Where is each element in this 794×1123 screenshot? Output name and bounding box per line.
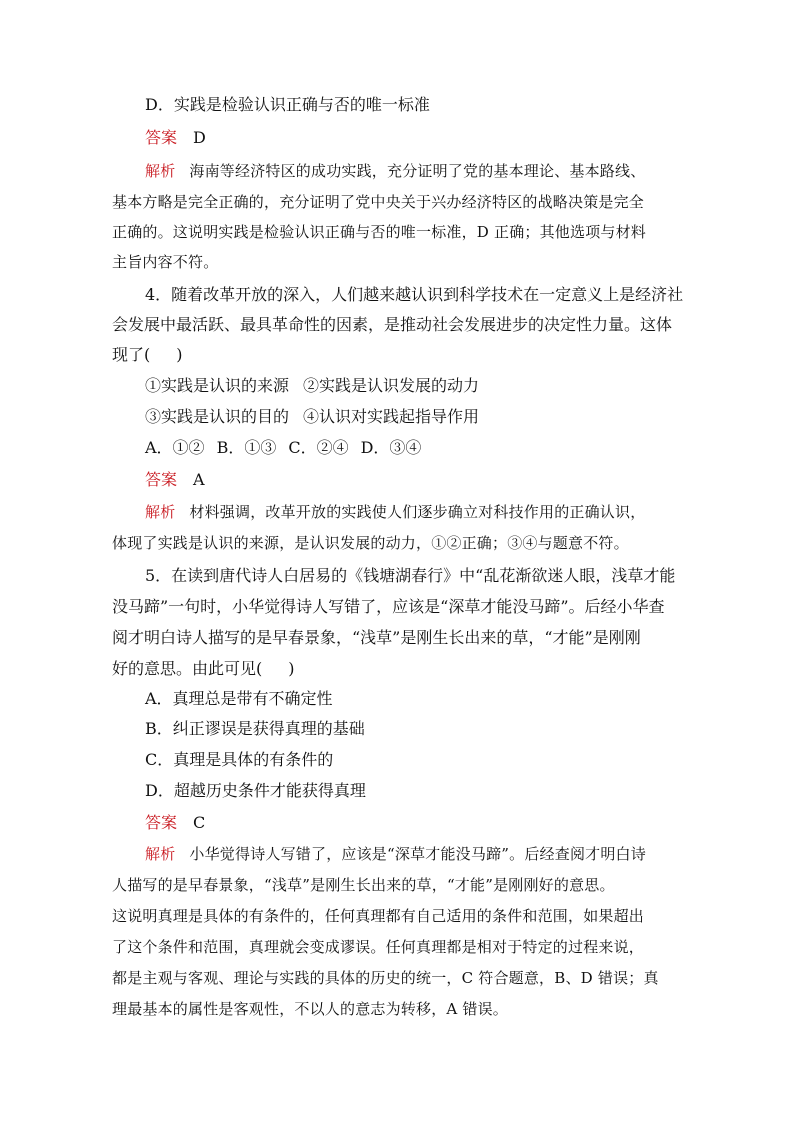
q4-stem-line-2: 会发展中最活跃、最具革命性的因素，是推动社会发展进步的决定性力量。这体 bbox=[112, 315, 673, 334]
explanation-label: 解析 bbox=[145, 845, 176, 863]
q5-explanation-line-1: 解析 小华觉得诗人写错了，应该是“深草才能没马蹄”。后经查阅才明白诗 bbox=[145, 845, 646, 863]
q4-statement-1: ①实践是认识的来源 bbox=[145, 376, 290, 395]
q5-option-d: D．超越历史条件才能获得真理 bbox=[145, 781, 366, 800]
answer-label: 答案 bbox=[145, 813, 178, 832]
q4-choice-d: D．③④ bbox=[360, 438, 422, 457]
q3-explanation-line-1: 解析 海南等经济特区的成功实践，充分证明了党的基本理论、基本路线、 bbox=[145, 162, 646, 180]
q4-statements-row-1 bbox=[145, 375, 479, 397]
q4-explanation-line-2: 体现了实践是认识的来源，是认识发展的动力，①②正确；③④与题意不符。 bbox=[112, 534, 629, 552]
q3-explanation-line-4: 主旨内容不符。 bbox=[112, 253, 219, 271]
q4-choices bbox=[145, 437, 421, 459]
q5-answer bbox=[145, 812, 205, 834]
q3-answer bbox=[145, 127, 206, 149]
q5-option-c: C．真理是具体的有条件的 bbox=[145, 750, 334, 769]
q5-option-a: A．真理总是带有不确定性 bbox=[145, 689, 333, 708]
q4-stem-line-1: 4．随着改革开放的深入，人们越来越认识到科学技术在一定意义上是经济社 bbox=[145, 285, 684, 304]
q5-stem-line-1: 5．在读到唐代诗人白居易的《钱塘湖春行》中“乱花渐欲迷人眼，浅草才能 bbox=[145, 566, 676, 585]
q5-stem-line-2: 没马蹄”一句时，小华觉得诗人写错了，应该是“深草才能没马蹄”。后经小华查 bbox=[112, 597, 665, 616]
answer-value: D bbox=[193, 128, 206, 147]
q4-explanation-line-1: 解析 材料强调，改革开放的实践使人们逐步确立对科技作用的正确认识， bbox=[145, 503, 646, 521]
answer-value: A bbox=[193, 470, 205, 489]
answer-label: 答案 bbox=[145, 128, 178, 147]
q5-explanation-line-5: 都是主观与客观、理论与实践的具体的历史的统一，C 符合题意，B、D 错误；真 bbox=[112, 969, 659, 987]
q4-statements-row-2 bbox=[145, 406, 479, 428]
q4-stem-line-3: 现了( ) bbox=[112, 345, 183, 364]
q5-stem-line-3: 阅才明白诗人描写的是早春景象，“浅草”是刚生长出来的草，“才能”是刚刚 bbox=[112, 628, 641, 647]
answer-value: C bbox=[193, 813, 206, 832]
q4-choice-a: A．①② bbox=[145, 438, 205, 457]
explanation-label: 解析 bbox=[145, 503, 176, 521]
q5-explanation-line-3: 这说明真理是具体的有条件的，任何真理都有自己适用的条件和范围，如果超出 bbox=[112, 907, 645, 925]
q5-explanation-line-2: 人描写的是早春景象，“浅草”是刚生长出来的草，“才能”是刚刚好的意思。 bbox=[112, 876, 615, 894]
answer-label: 答案 bbox=[145, 470, 178, 489]
explanation-label: 解析 bbox=[145, 162, 176, 180]
q3-option-d: D．实践是检验认识正确与否的唯一标准 bbox=[145, 95, 430, 114]
q4-statement-2: ②实践是认识发展的动力 bbox=[303, 376, 480, 395]
q4-statement-3: ③实践是认识的目的 bbox=[145, 407, 290, 426]
q4-choice-b: B．①③ bbox=[216, 438, 277, 457]
q4-answer bbox=[145, 469, 205, 491]
q3-explanation-line-2: 基本方略是完全正确的，充分证明了党中央关于兴办经济特区的战略决策是完全 bbox=[112, 193, 645, 211]
q5-explanation-line-4: 了这个条件和范围，真理就会变成谬误。任何真理都是相对于特定的过程来说， bbox=[112, 938, 645, 956]
q3-explanation-line-3: 正确的。这说明实践是检验认识正确与否的唯一标准，D 正确；其他选项与材料 bbox=[112, 223, 646, 241]
q4-statement-4: ④认识对实践起指导作用 bbox=[303, 407, 480, 426]
q5-option-b: B．纠正谬误是获得真理的基础 bbox=[145, 719, 365, 738]
q5-explanation-line-6: 理最基本的属性是客观性，不以人的意志为转移，A 错误。 bbox=[112, 1000, 509, 1018]
q4-choice-c: C．②④ bbox=[288, 438, 349, 457]
q5-stem-line-4: 好的意思。由此可见( ) bbox=[112, 659, 295, 678]
